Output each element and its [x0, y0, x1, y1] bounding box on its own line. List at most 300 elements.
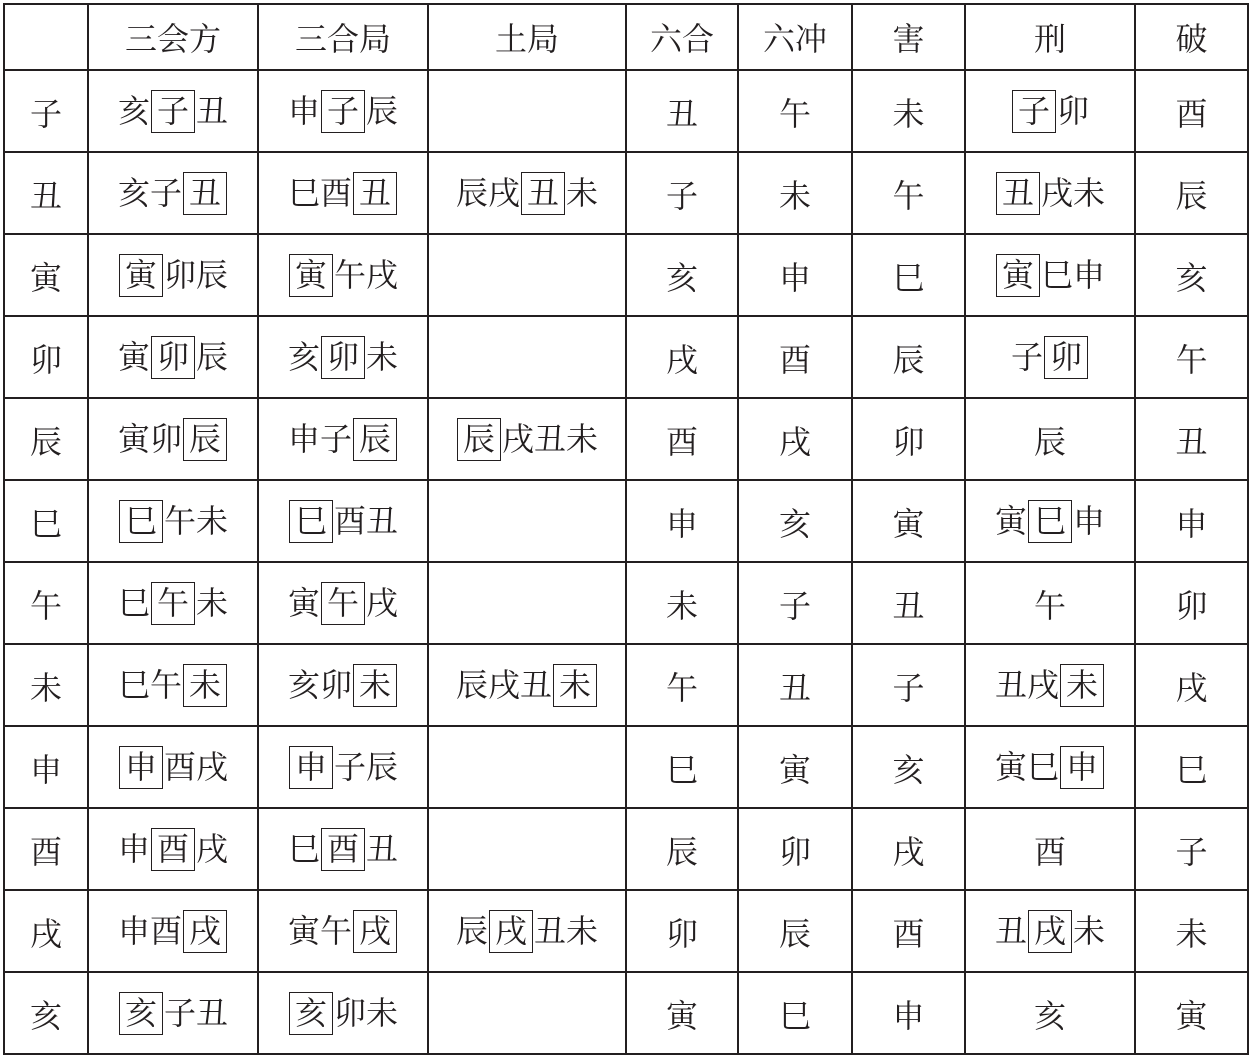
highlighted-branch-char: 卯	[321, 336, 365, 379]
cell-branch	[4, 644, 88, 726]
cell-tuju	[428, 644, 626, 726]
cell-liuhe	[626, 152, 738, 234]
cell-xing	[965, 562, 1135, 644]
cell-sanhui	[88, 152, 258, 234]
cell-hai	[852, 316, 965, 398]
branch-char: 戌	[1026, 666, 1059, 704]
cell-sanhe	[258, 70, 428, 152]
branch-char: 酉	[778, 340, 811, 379]
branch-char: 卯	[163, 256, 196, 294]
cell-xing	[965, 234, 1135, 316]
cell-sanhe	[258, 890, 428, 972]
branch-char: 未	[366, 994, 399, 1032]
highlighted-branch-char: 巳	[1028, 500, 1072, 543]
branch-char: 卯	[892, 422, 925, 461]
cell-sanhe	[258, 398, 428, 480]
branch-char: 子	[149, 174, 182, 212]
branch-char: 丑	[1175, 422, 1208, 461]
cell-branch	[4, 890, 88, 972]
highlighted-branch-char: 申	[1060, 746, 1104, 789]
table-row	[4, 562, 1248, 644]
highlighted-branch-char: 戌	[183, 910, 227, 953]
branch-char: 子	[333, 748, 366, 786]
table-row	[4, 644, 1248, 726]
highlighted-branch-char: 巳	[119, 500, 163, 543]
branch-char: 午	[1033, 586, 1066, 625]
cell-tuju	[428, 480, 626, 562]
cell-po	[1135, 70, 1248, 152]
branch-char: 亥	[1033, 996, 1066, 1035]
branch-char: 酉	[1033, 832, 1066, 871]
branch-char: 午	[333, 256, 366, 294]
highlighted-branch-char: 子	[151, 90, 195, 133]
branch-char: 亥	[29, 996, 62, 1035]
branch-char: 申	[117, 830, 150, 868]
cell-sanhui	[88, 890, 258, 972]
branch-char: 辰	[892, 340, 925, 379]
branch-char: 亥	[892, 750, 925, 789]
cell-branch	[4, 562, 88, 644]
branch-char: 子	[778, 586, 811, 625]
highlighted-branch-char: 辰	[457, 418, 501, 461]
branch-char: 卯	[333, 994, 366, 1032]
branch-char: 酉	[1175, 94, 1208, 133]
cell-sanhe	[258, 726, 428, 808]
branch-char: 未	[1175, 914, 1208, 953]
cell-tuju	[428, 890, 626, 972]
branch-char: 申	[892, 996, 925, 1035]
highlighted-branch-char: 戌	[489, 910, 533, 953]
branch-char: 丑	[665, 94, 698, 133]
branch-char: 巳	[892, 258, 925, 297]
branch-char: 申	[1073, 256, 1106, 294]
branch-char: 丑	[892, 586, 925, 625]
header-hai: 害	[852, 4, 965, 70]
highlighted-branch-char: 申	[289, 746, 333, 789]
branch-char: 未	[892, 94, 925, 133]
branch-char: 戌	[366, 256, 399, 294]
cell-branch	[4, 808, 88, 890]
branch-char: 卯	[1175, 586, 1208, 625]
branch-char: 未	[1073, 174, 1106, 212]
highlighted-branch-char: 寅	[289, 254, 333, 297]
highlighted-branch-char: 未	[1060, 664, 1104, 707]
cell-hai	[852, 70, 965, 152]
highlighted-branch-char: 辰	[183, 418, 227, 461]
branch-char: 午	[892, 176, 925, 215]
table-row	[4, 316, 1248, 398]
highlighted-branch-char: 子	[1012, 90, 1056, 133]
cell-liuhe	[626, 808, 738, 890]
cell-xing	[965, 726, 1135, 808]
branch-char: 寅	[994, 502, 1027, 540]
branch-char: 巳	[1175, 750, 1208, 789]
highlighted-branch-char: 子	[321, 90, 365, 133]
branch-char: 午	[163, 502, 196, 540]
header-row	[4, 4, 1248, 70]
branch-char: 戌	[1175, 668, 1208, 707]
branch-char: 寅	[117, 338, 150, 376]
branch-char: 子	[892, 668, 925, 707]
branch-char: 丑	[366, 830, 399, 868]
cell-liuhe	[626, 316, 738, 398]
branch-char: 未	[366, 338, 399, 376]
branch-char: 午	[1175, 340, 1208, 379]
cell-xing	[965, 972, 1135, 1054]
branch-char: 辰	[196, 338, 229, 376]
cell-liuchong	[738, 808, 852, 890]
branch-char: 申	[665, 504, 698, 543]
branch-char: 戌	[487, 666, 520, 704]
branch-char: 戌	[29, 914, 62, 953]
cell-liuhe	[626, 644, 738, 726]
cell-sanhe	[258, 562, 428, 644]
header-corner	[4, 4, 88, 70]
branch-char: 巳	[287, 830, 320, 868]
branch-char: 戌	[665, 340, 698, 379]
cell-liuhe	[626, 480, 738, 562]
cell-liuchong	[738, 316, 852, 398]
cell-hai	[852, 644, 965, 726]
cell-sanhui	[88, 808, 258, 890]
branch-char: 亥	[665, 258, 698, 297]
table-row	[4, 234, 1248, 316]
table-row	[4, 808, 1248, 890]
branch-char: 巳	[117, 666, 150, 704]
cell-tuju	[428, 726, 626, 808]
cell-tuju	[428, 152, 626, 234]
branch-char: 寅	[287, 912, 320, 950]
cell-liuhe	[626, 890, 738, 972]
table-row	[4, 480, 1248, 562]
branch-char: 酉	[29, 832, 62, 871]
branch-char: 辰	[1033, 422, 1066, 461]
cell-sanhe	[258, 480, 428, 562]
table-row	[4, 152, 1248, 234]
cell-sanhui	[88, 972, 258, 1054]
cell-po	[1135, 972, 1248, 1054]
cell-sanhui	[88, 562, 258, 644]
branch-char: 子	[319, 420, 352, 458]
branch-char: 申	[117, 912, 150, 950]
branch-char: 申	[287, 420, 320, 458]
highlighted-branch-char: 辰	[353, 418, 397, 461]
cell-liuchong	[738, 480, 852, 562]
cell-tuju	[428, 70, 626, 152]
cell-sanhui	[88, 726, 258, 808]
branch-char: 辰	[455, 174, 488, 212]
cell-liuchong	[738, 890, 852, 972]
branch-char: 申	[29, 750, 62, 789]
cell-po	[1135, 562, 1248, 644]
cell-po	[1135, 316, 1248, 398]
branch-char: 未	[566, 420, 599, 458]
branch-char: 寅	[665, 996, 698, 1035]
cell-branch	[4, 480, 88, 562]
cell-hai	[852, 398, 965, 480]
branch-char: 丑	[994, 912, 1027, 950]
branch-char: 巳	[1040, 256, 1073, 294]
branch-char: 未	[778, 176, 811, 215]
cell-sanhui	[88, 644, 258, 726]
branch-char: 辰	[366, 748, 399, 786]
branch-char: 辰	[366, 92, 399, 130]
branch-char: 丑	[196, 92, 229, 130]
branch-char: 未	[566, 174, 599, 212]
branch-char: 巳	[778, 996, 811, 1035]
branch-char: 申	[287, 92, 320, 130]
cell-xing	[965, 890, 1135, 972]
highlighted-branch-char: 未	[553, 664, 597, 707]
highlighted-branch-char: 酉	[321, 828, 365, 871]
cell-branch	[4, 316, 88, 398]
branch-char: 子	[1010, 338, 1043, 376]
branch-char: 寅	[117, 420, 150, 458]
branch-char: 戌	[1040, 174, 1073, 212]
branch-char: 酉	[319, 174, 352, 212]
branch-char: 申	[778, 258, 811, 297]
branch-char: 寅	[1175, 996, 1208, 1035]
branch-char: 巳	[287, 174, 320, 212]
highlighted-branch-char: 亥	[119, 992, 163, 1035]
cell-tuju	[428, 562, 626, 644]
cell-branch	[4, 234, 88, 316]
branch-char: 卯	[149, 420, 182, 458]
branch-char: 卯	[319, 666, 352, 704]
cell-sanhui	[88, 316, 258, 398]
cell-liuhe	[626, 398, 738, 480]
branch-char: 午	[778, 94, 811, 133]
cell-po	[1135, 808, 1248, 890]
highlighted-branch-char: 未	[183, 664, 227, 707]
branch-char: 午	[149, 666, 182, 704]
branch-char: 戌	[196, 830, 229, 868]
branch-char: 戌	[892, 832, 925, 871]
branch-char: 午	[665, 668, 698, 707]
cell-xing	[965, 480, 1135, 562]
header-xing: 刑	[965, 4, 1135, 70]
cell-liuhe	[626, 726, 738, 808]
highlighted-branch-char: 午	[321, 582, 365, 625]
branch-char: 午	[29, 586, 62, 625]
cell-hai	[852, 152, 965, 234]
branch-char: 子	[29, 94, 62, 133]
branch-char: 卯	[778, 832, 811, 871]
branch-char: 戌	[501, 420, 534, 458]
branch-char: 子	[1175, 832, 1208, 871]
cell-hai	[852, 726, 965, 808]
cell-hai	[852, 808, 965, 890]
branch-char: 卯	[29, 340, 62, 379]
table-row	[4, 890, 1248, 972]
cell-branch	[4, 972, 88, 1054]
highlighted-branch-char: 寅	[996, 254, 1040, 297]
cell-tuju	[428, 972, 626, 1054]
branch-char: 未	[665, 586, 698, 625]
branch-char: 亥	[287, 338, 320, 376]
branch-char: 寅	[994, 748, 1027, 786]
branch-char: 巳	[1026, 748, 1059, 786]
branch-char: 酉	[665, 422, 698, 461]
table-row	[4, 972, 1248, 1054]
header-sanhe: 三合局	[258, 4, 428, 70]
branch-char: 辰	[455, 912, 488, 950]
highlighted-branch-char: 戌	[1028, 910, 1072, 953]
cell-xing	[965, 808, 1135, 890]
branch-char: 未	[29, 668, 62, 707]
cell-sanhui	[88, 480, 258, 562]
cell-liuchong	[738, 152, 852, 234]
header-po: 破	[1135, 4, 1248, 70]
cell-branch	[4, 726, 88, 808]
cell-sanhe	[258, 316, 428, 398]
branch-char: 酉	[333, 502, 366, 540]
cell-xing	[965, 152, 1135, 234]
branch-char: 未	[196, 584, 229, 622]
cell-tuju	[428, 316, 626, 398]
branch-char: 丑	[366, 502, 399, 540]
branch-char: 寅	[892, 504, 925, 543]
cell-tuju	[428, 234, 626, 316]
branch-char: 未	[196, 502, 229, 540]
header-tuju: 土局	[428, 4, 626, 70]
cell-liuhe	[626, 70, 738, 152]
cell-po	[1135, 398, 1248, 480]
cell-tuju	[428, 398, 626, 480]
cell-liuchong	[738, 398, 852, 480]
branch-char: 寅	[29, 258, 62, 297]
branch-char: 辰	[455, 666, 488, 704]
branch-char: 卯	[665, 914, 698, 953]
branch-char: 丑	[534, 420, 567, 458]
highlighted-branch-char: 戌	[353, 910, 397, 953]
cell-tuju	[428, 808, 626, 890]
cell-sanhui	[88, 234, 258, 316]
branch-char: 申	[1175, 504, 1208, 543]
branch-char: 子	[665, 176, 698, 215]
cell-liuchong	[738, 70, 852, 152]
header-sanhui: 三会方	[88, 4, 258, 70]
cell-po	[1135, 152, 1248, 234]
highlighted-branch-char: 申	[119, 746, 163, 789]
table-row	[4, 726, 1248, 808]
branch-char: 戌	[487, 174, 520, 212]
branch-char: 辰	[1175, 176, 1208, 215]
branch-char: 亥	[117, 174, 150, 212]
branch-char: 丑	[520, 666, 553, 704]
branch-char: 戌	[778, 422, 811, 461]
branch-char: 未	[1073, 912, 1106, 950]
branch-char: 辰	[778, 914, 811, 953]
branch-char: 亥	[1175, 258, 1208, 297]
cell-po	[1135, 890, 1248, 972]
cell-xing	[965, 70, 1135, 152]
cell-po	[1135, 234, 1248, 316]
cell-hai	[852, 480, 965, 562]
highlighted-branch-char: 未	[353, 664, 397, 707]
cell-liuchong	[738, 562, 852, 644]
branch-char: 卯	[1057, 92, 1090, 130]
highlighted-branch-char: 丑	[996, 172, 1040, 215]
branch-char: 寅	[287, 584, 320, 622]
cell-po	[1135, 726, 1248, 808]
cell-sanhui	[88, 398, 258, 480]
table-row	[4, 70, 1248, 152]
branch-char: 戌	[196, 748, 229, 786]
highlighted-branch-char: 巳	[289, 500, 333, 543]
branch-char: 丑	[994, 666, 1027, 704]
cell-hai	[852, 972, 965, 1054]
highlighted-branch-char: 卯	[1044, 336, 1088, 379]
branch-char: 亥	[117, 92, 150, 130]
branch-char: 丑	[196, 994, 229, 1032]
branch-char: 巳	[117, 584, 150, 622]
header-liuchong: 六冲	[738, 4, 852, 70]
branch-char: 丑	[534, 912, 567, 950]
branch-char: 未	[566, 912, 599, 950]
cell-xing	[965, 644, 1135, 726]
cell-xing	[965, 398, 1135, 480]
branch-char: 丑	[29, 176, 62, 215]
branch-char: 亥	[287, 666, 320, 704]
cell-sanhe	[258, 152, 428, 234]
cell-sanhe	[258, 234, 428, 316]
cell-liuhe	[626, 562, 738, 644]
branch-char: 午	[319, 912, 352, 950]
cell-hai	[852, 234, 965, 316]
cell-sanhe	[258, 972, 428, 1054]
highlighted-branch-char: 酉	[151, 828, 195, 871]
highlighted-branch-char: 丑	[183, 172, 227, 215]
cell-po	[1135, 644, 1248, 726]
branch-char: 辰	[665, 832, 698, 871]
branch-char: 寅	[778, 750, 811, 789]
highlighted-branch-char: 丑	[353, 172, 397, 215]
earthly-branch-relations-table	[3, 3, 1249, 1055]
cell-xing	[965, 316, 1135, 398]
table-row	[4, 398, 1248, 480]
cell-liuchong	[738, 234, 852, 316]
branch-char: 巳	[665, 750, 698, 789]
highlighted-branch-char: 卯	[151, 336, 195, 379]
highlighted-branch-char: 丑	[521, 172, 565, 215]
cell-liuchong	[738, 644, 852, 726]
branch-char: 酉	[163, 748, 196, 786]
branch-char: 丑	[778, 668, 811, 707]
table-body	[4, 70, 1248, 1054]
branch-char: 子	[163, 994, 196, 1032]
header-liuhe: 六合	[626, 4, 738, 70]
cell-sanhe	[258, 644, 428, 726]
cell-po	[1135, 480, 1248, 562]
branch-char: 酉	[149, 912, 182, 950]
cell-liuchong	[738, 726, 852, 808]
branch-char: 酉	[892, 914, 925, 953]
cell-branch	[4, 70, 88, 152]
highlighted-branch-char: 亥	[289, 992, 333, 1035]
cell-hai	[852, 890, 965, 972]
highlighted-branch-char: 寅	[119, 254, 163, 297]
branch-char: 辰	[29, 422, 62, 461]
cell-branch	[4, 152, 88, 234]
cell-branch	[4, 398, 88, 480]
cell-liuhe	[626, 234, 738, 316]
cell-sanhui	[88, 70, 258, 152]
cell-liuchong	[738, 972, 852, 1054]
cell-liuhe	[626, 972, 738, 1054]
branch-char: 辰	[196, 256, 229, 294]
branch-char: 申	[1073, 502, 1106, 540]
